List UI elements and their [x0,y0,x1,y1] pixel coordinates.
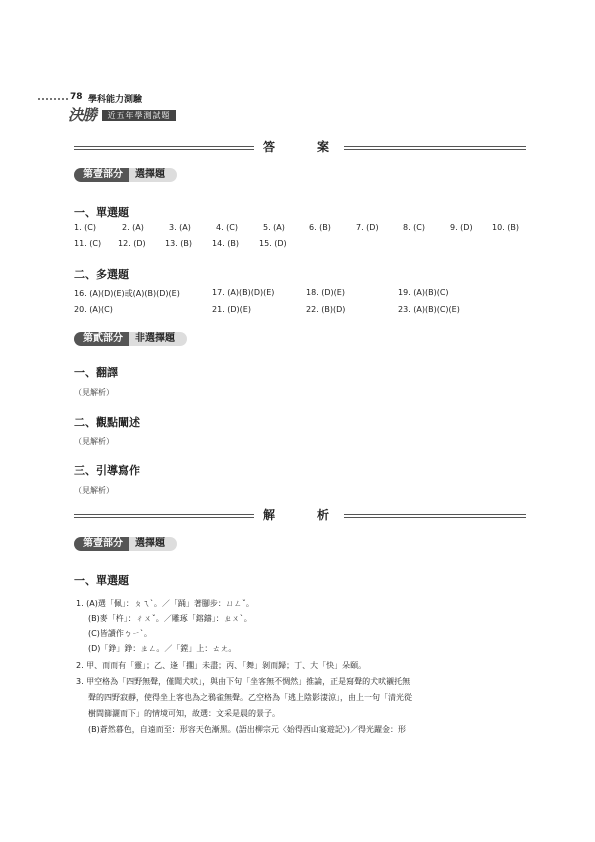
analysis-line: 1. (A)選「佩」：ㄆㄟˋ。／「踊」著腳步：ㄩㄥˇ。 [76,599,254,608]
see-analysis-note: （見解析） [74,486,114,495]
answer-item: 17. (A)(B)(D)(E) [212,288,275,297]
answer-item: 9. (D) [450,223,473,232]
part1-name: 選擇題 [129,537,177,551]
header-subtitle: 近五年學測試題 [102,110,176,121]
multi-choice-title: 二、多選題 [74,268,129,281]
answer-item: 13. (B) [165,239,192,248]
part1-label: 第壹部分 [74,168,129,182]
divider-left [74,146,254,150]
answer-item: 5. (A) [263,223,285,232]
analysis-line: 樹間篩灑而下」的情境可知，故選：文采是晨的景子。 [88,709,280,718]
analysis-heading: 解 析 [262,508,335,522]
part1-name: 選擇題 [129,168,177,182]
answer-item: 7. (D) [356,223,379,232]
analysis-line: (C)皆讀作ㄅㄧˋ。 [88,629,152,638]
answer-item: 3. (A) [169,223,191,232]
nonchoice-title-1: 一、翻譯 [74,366,118,379]
answer-item: 10. (B) [492,223,519,232]
single-choice-title: 一、單選題 [74,206,129,219]
series-title: 學科能力測驗 [88,95,143,105]
part2-name: 非選擇題 [129,332,187,346]
answer-item: 12. (D) [118,239,146,248]
answer-item: 15. (D) [259,239,287,248]
answer-item: 6. (B) [309,223,331,232]
logo: 決勝 [68,106,97,124]
part2-banner [74,332,187,346]
answer-item: 1. (C) [74,223,97,232]
answer-item: 23. (A)(B)(C)(E) [398,305,460,314]
analysis-line: (D)「錚」錚：ㄓㄥ。／「鏜」上：ㄊㄤ。 [88,644,237,653]
answer-item: 2. (A) [122,223,144,232]
part1-banner [74,168,177,182]
divider-right [344,514,526,518]
page-number: 78 [70,92,83,102]
see-analysis-note: （見解析） [74,388,114,397]
answer-heading: 答 案 [262,140,335,154]
answer-item: 14. (B) [212,239,239,248]
analysis-single-title: 一、單選題 [74,574,129,587]
answer-item: 4. (C) [216,223,239,232]
answer-item: 18. (D)(E) [306,288,345,297]
part2-label: 第貳部分 [74,332,129,346]
divider-right [344,146,526,150]
answer-item: 11. (C) [74,239,102,248]
analysis-line: 2. 甲、而而有「靈」；乙、逢「擱」未盡；丙、「舞」剝而歸；丁、大「快」朵頤。 [76,661,367,670]
answer-item: 20. (A)(C) [74,305,113,314]
divider-left [74,514,254,518]
analysis-line: 3. 甲空格為「四野無聲，僅聞犬吠」，與由下句「坐客無不惆然」推論，正是寫聲的犬吠襯托無 [76,677,411,686]
nonchoice-title-3: 三、引導寫作 [74,464,140,477]
header-dotted-rule [38,98,68,100]
see-analysis-note: （見解析） [74,437,114,446]
answer-item: 21. (D)(E) [212,305,251,314]
answer-item: 19. (A)(B)(C) [398,288,449,297]
answer-item: 16. (A)(D)(E)或(A)(B)(D)(E) [74,289,180,298]
analysis-line: (B)麥「杵」：ㄔㄨˇ。／雕琢「鎔鑄」：ㄓㄨˋ。 [88,614,252,623]
answer-item: 8. (C) [403,223,426,232]
analysis-part1-banner [74,537,177,551]
analysis-line: (B)蒼然暮色，自遠而至：形容天色漸黑。(語出柳宗元〈始得西山宴遊記〉)／得光躍金：形 [88,725,406,734]
analysis-line: 聲的四野寂靜，使得坐上客也為之鴉雀無聲。乙空格為「逃上陰影淒涼」，由上一句「清光從 [88,693,412,702]
nonchoice-title-2: 二、觀點闡述 [74,416,140,429]
answer-item: 22. (B)(D) [306,305,346,314]
part1-label: 第壹部分 [74,537,129,551]
